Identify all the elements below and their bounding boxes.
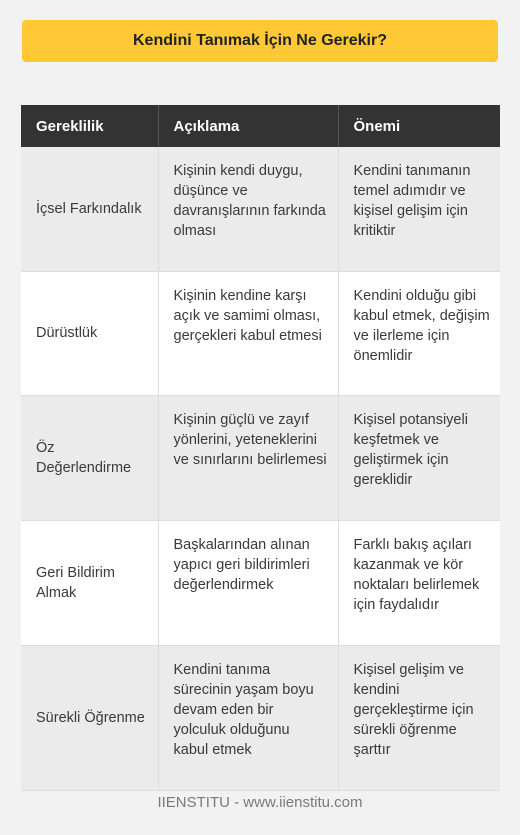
cell-requirement: Dürüstlük — [21, 271, 158, 395]
table-row — [21, 395, 500, 520]
table-header-row — [21, 105, 500, 147]
column-header-description: Açıklama — [158, 105, 338, 147]
cell-importance: Kendini tanımanın temel adımıdır ve kişisel gelişim için kritiktir — [338, 147, 500, 271]
table-row — [21, 520, 500, 645]
column-header-importance: Önemi — [338, 105, 500, 147]
cell-requirement: İçsel Farkındalık — [21, 147, 158, 271]
table-row — [21, 271, 500, 395]
footer-credit: IIENSTITU - www.iienstitu.com — [157, 794, 363, 811]
cell-description: Kişinin güçlü ve zayıf yönlerini, yeteneklerini ve sınırlarını belirlemesi — [158, 395, 338, 520]
requirements-table — [21, 105, 500, 791]
cell-importance: Farklı bakış açıları kazanmak ve kör noktaları belirlemek için faydalıdır — [338, 520, 500, 645]
cell-importance: Kişisel gelişim ve kendini gerçekleştirme için sürekli öğrenme şarttır — [338, 645, 500, 790]
table-row — [21, 147, 500, 271]
column-header-requirement: Gereklilik — [21, 105, 158, 147]
cell-description: Kendini tanıma sürecinin yaşam boyu devam eden bir yolculuk olduğunu kabul etmek — [158, 645, 338, 790]
cell-requirement: Sürekli Öğrenme — [21, 645, 158, 790]
cell-requirement: Geri Bildirim Almak — [21, 520, 158, 645]
cell-importance: Kendini olduğu gibi kabul etmek, değişim ve ilerleme için önemlidir — [338, 271, 500, 395]
cell-description: Kişinin kendine karşı açık ve samimi olması, gerçekleri kabul etmesi — [158, 271, 338, 395]
cell-description: Başkalarından alınan yapıcı geri bildirimleri değerlendirmek — [158, 520, 338, 645]
cell-importance: Kişisel potansiyeli keşfetmek ve geliştirmek için gereklidir — [338, 395, 500, 520]
cell-description: Kişinin kendi duygu, düşünce ve davranışlarının farkında olması — [158, 147, 338, 271]
cell-requirement: Öz Değerlendirme — [21, 395, 158, 520]
title-banner — [22, 20, 498, 62]
page-title: Kendini Tanımak İçin Ne Gerekir? — [133, 32, 387, 49]
table-row — [21, 645, 500, 790]
